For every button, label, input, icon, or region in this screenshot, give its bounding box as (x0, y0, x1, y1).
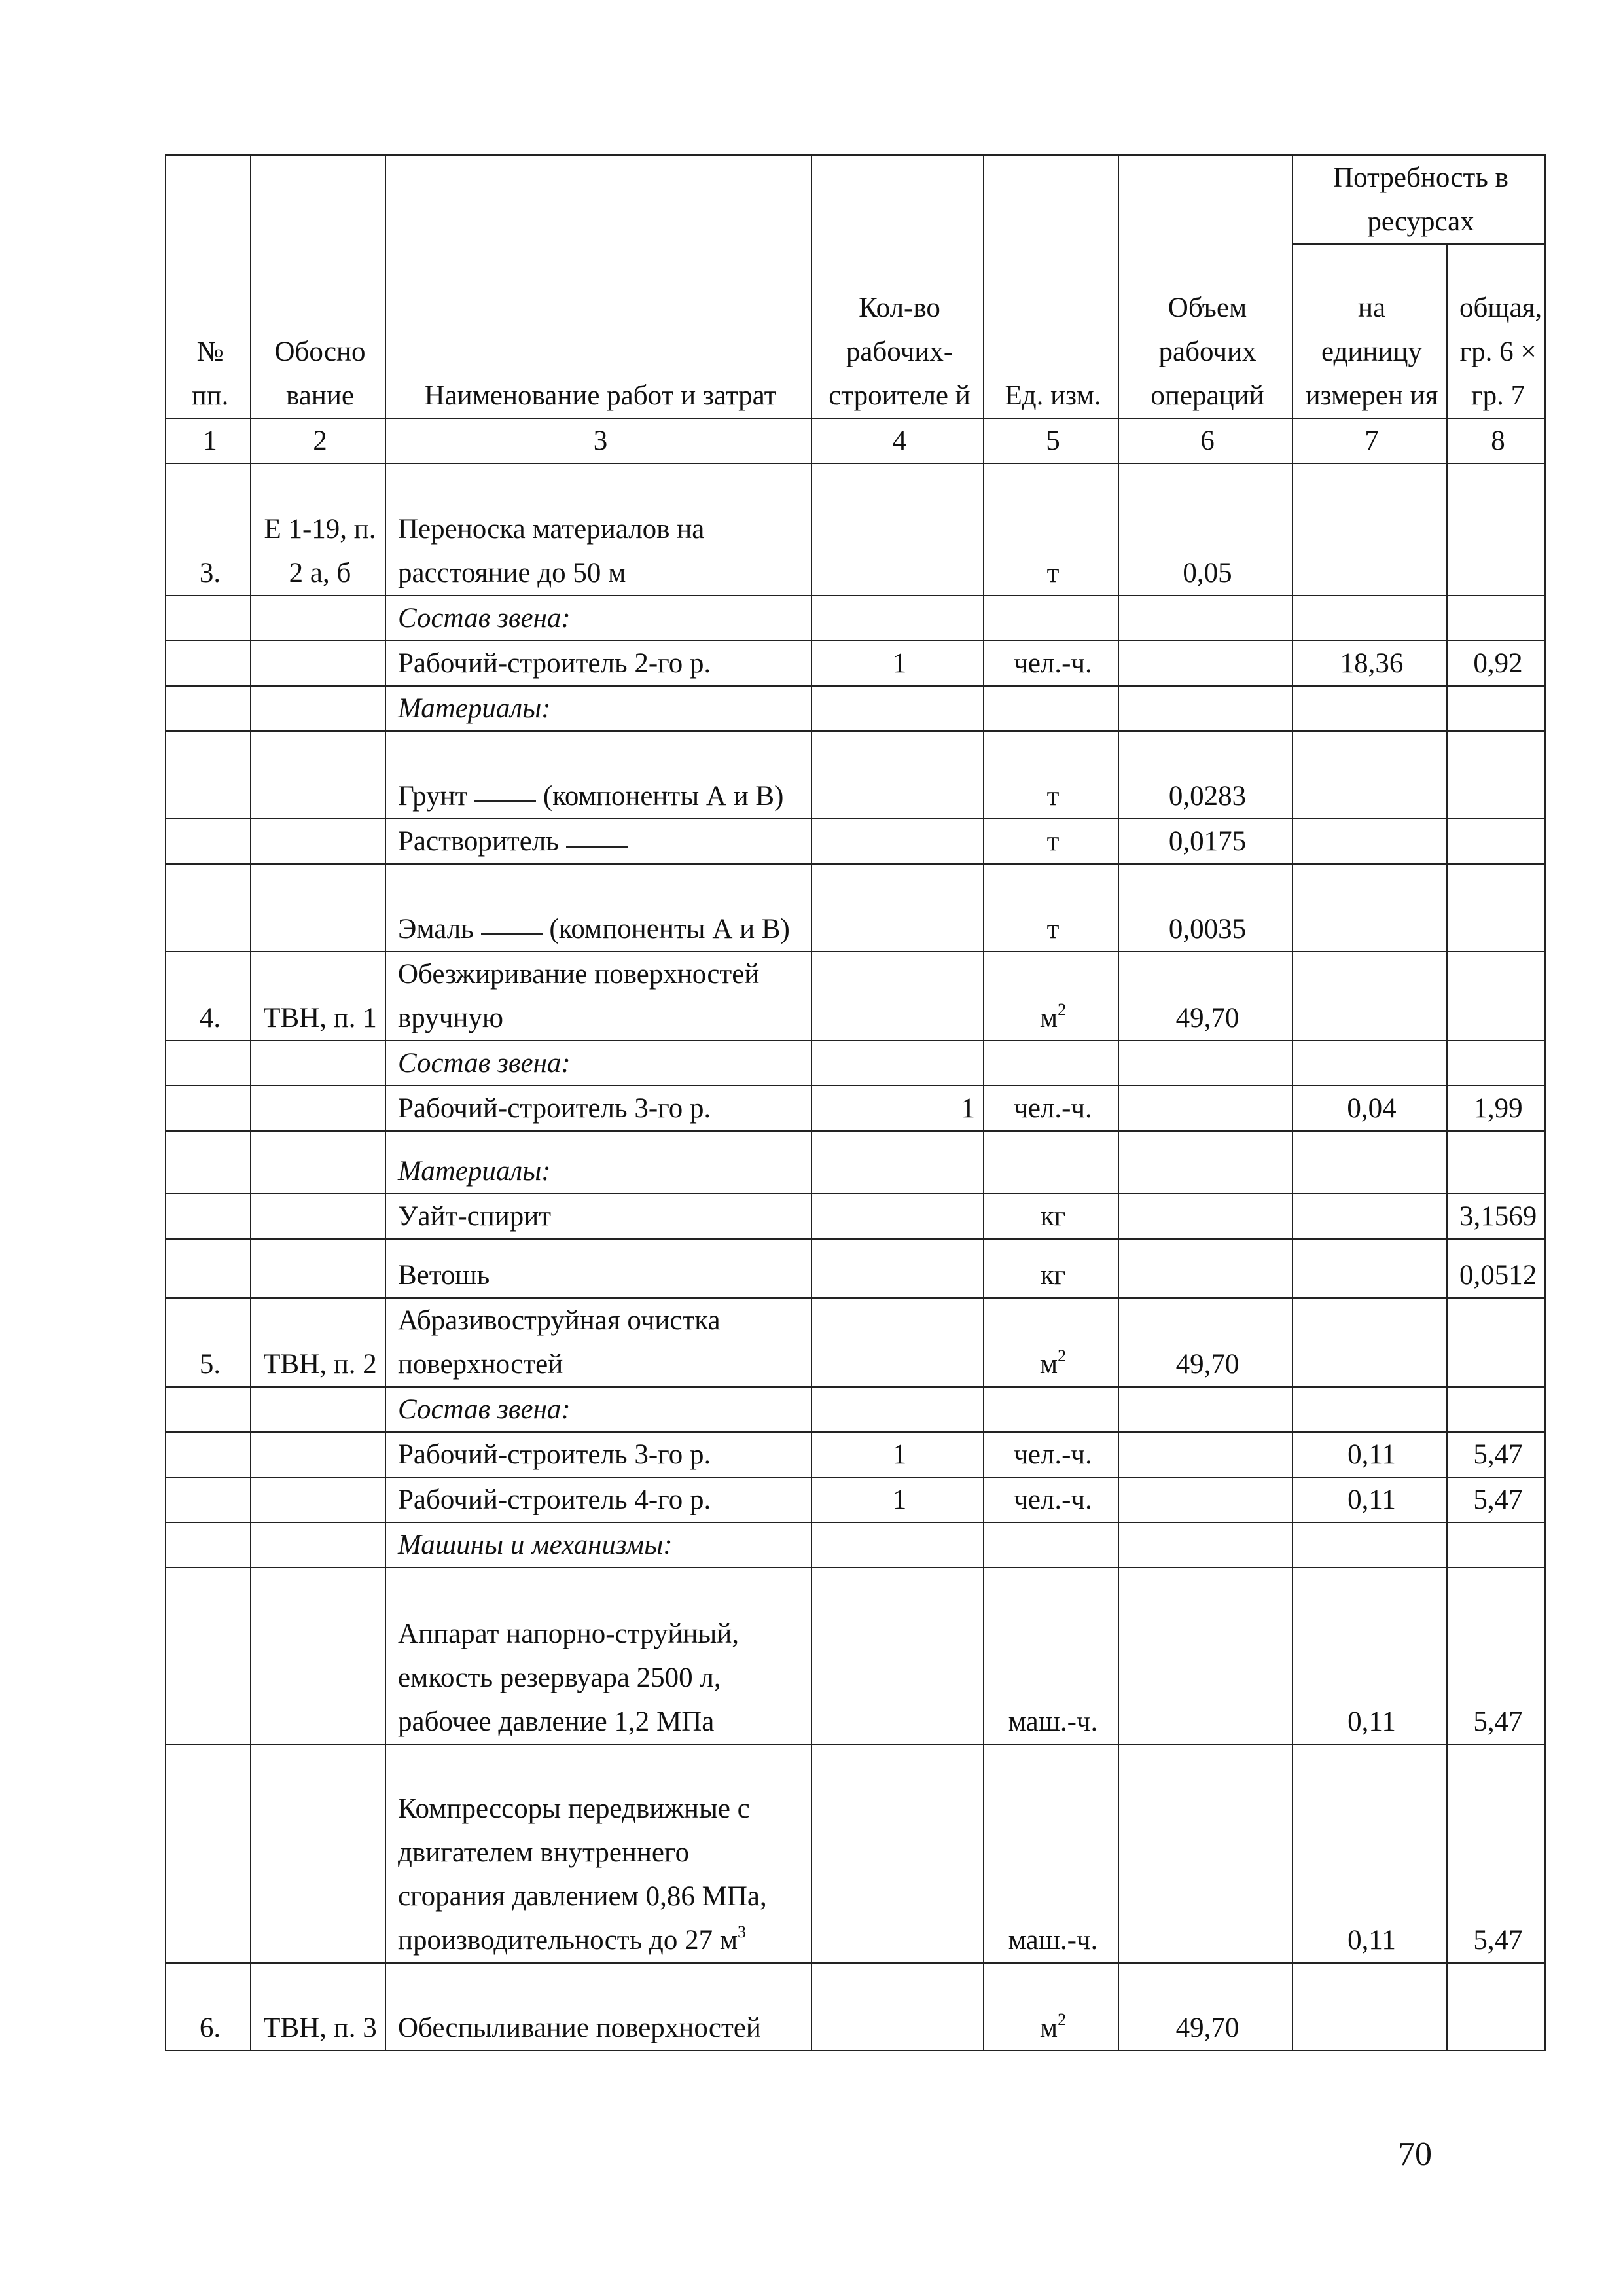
col-number: 1 (166, 418, 251, 463)
per-unit-value: 0,11 (1293, 1568, 1447, 1744)
worker-name: Рабочий-строитель 2-го р. (385, 641, 812, 686)
row-basis: ТВН, п. 3 (251, 1963, 385, 2051)
material-unit: т (984, 731, 1118, 819)
per-unit-value: 0,11 (1293, 1432, 1447, 1477)
row-unit: $м^2$ (984, 1963, 1118, 2051)
material-name: Растворитель (385, 819, 812, 864)
col-number: 8 (1447, 418, 1545, 463)
row-basis: ТВН, п. 2 (251, 1298, 385, 1387)
worker-qty: 1 (812, 641, 984, 686)
table-row (166, 1568, 1545, 1744)
material-name: Грунт (компоненты А и В) (385, 731, 812, 819)
row-name: Переноска материалов на расстояние до 50 м (385, 463, 812, 596)
page-number: 70 (1398, 2136, 1432, 2173)
table-row (166, 1194, 1545, 1239)
material-volume: 0,0175 (1118, 819, 1293, 864)
header-per-unit: на единицу измерен ия (1293, 244, 1447, 418)
worker-unit: чел.-ч. (984, 1086, 1118, 1131)
worker-unit: чел.-ч. (984, 641, 1118, 686)
worker-qty: 1 (812, 1086, 984, 1131)
material-name: Эмаль (компоненты А и В) (385, 864, 812, 952)
table-row (166, 1744, 1545, 1963)
header-number: № пп. (166, 155, 251, 418)
row-name: Обеспыливание поверхностей (385, 1963, 812, 2051)
machines-heading: Машины и механизмы: (385, 1522, 812, 1568)
header-basis: Обосно вание (251, 155, 385, 418)
machine-name: Компрессоры передвижные с двигателем внутреннего сгорания давлением 0,86 МПа, производительность до 27 $м^3$ (385, 1744, 812, 1963)
per-unit-value: 18,36 (1293, 641, 1447, 686)
col-number: 2 (251, 418, 385, 463)
worker-name: Рабочий-строитель 3-го р. (385, 1086, 812, 1131)
blank-line (566, 846, 628, 848)
col-number: 3 (385, 418, 812, 463)
row-unit: т (984, 463, 1118, 596)
total-value: 5,47 (1447, 1568, 1545, 1744)
col-number: 4 (812, 418, 984, 463)
material-unit: кг (984, 1239, 1118, 1298)
table-row (166, 1963, 1545, 2051)
per-unit-value: 0,11 (1293, 1477, 1447, 1522)
machine-unit: маш.-ч. (984, 1744, 1118, 1963)
col-number: 5 (984, 418, 1118, 463)
table-row (166, 1239, 1545, 1298)
table-row (166, 641, 1545, 686)
material-name: Ветошь (385, 1239, 812, 1298)
total-value: 1,99 (1447, 1086, 1545, 1131)
material-unit: кг (984, 1194, 1118, 1239)
table-row (166, 1432, 1545, 1477)
table-row (166, 1298, 1545, 1387)
worker-qty: 1 (812, 1432, 984, 1477)
material-unit: т (984, 819, 1118, 864)
table-row (166, 463, 1545, 596)
machine-unit: маш.-ч. (984, 1568, 1118, 1744)
material-unit: т (984, 864, 1118, 952)
table-row (166, 731, 1545, 819)
table-row (166, 1086, 1545, 1131)
per-unit-value: 0,04 (1293, 1086, 1447, 1131)
blank-line (481, 933, 543, 935)
row-volume: 0,05 (1118, 463, 1293, 596)
row-unit: $м^2$ (984, 952, 1118, 1041)
total-value: 0,0512 (1447, 1239, 1545, 1298)
resource-table (165, 154, 1546, 2051)
row-name: Обезжиривание поверхностей вручную (385, 952, 812, 1041)
total-value: 0,92 (1447, 641, 1545, 686)
crew-heading: Состав звена: (385, 1041, 812, 1086)
worker-qty: 1 (812, 1477, 984, 1522)
machine-name: Аппарат напорно-струйный, емкость резервуара 2500 л, рабочее давление 1,2 МПа (385, 1568, 812, 1744)
col-number: 6 (1118, 418, 1293, 463)
total-value: 5,47 (1447, 1432, 1545, 1477)
row-unit: $м^2$ (984, 1298, 1118, 1387)
header-total: общая, гр. 6 × гр. 7 (1447, 244, 1545, 418)
worker-name: Рабочий-строитель 3-го р. (385, 1432, 812, 1477)
row-number: 6. (166, 1963, 251, 2051)
blank-line (474, 800, 536, 802)
crew-heading: Состав звена: (385, 1387, 812, 1432)
row-number: 3. (166, 463, 251, 596)
total-value: 5,47 (1447, 1477, 1545, 1522)
material-name: Уайт-спирит (385, 1194, 812, 1239)
per-unit-value: 0,11 (1293, 1744, 1447, 1963)
row-volume: 49,70 (1118, 952, 1293, 1041)
row-basis: Е 1-19, п. 2 а, б (251, 463, 385, 596)
table-row (166, 864, 1545, 952)
row-basis: ТВН, п. 1 (251, 952, 385, 1041)
total-value: 3,1569 (1447, 1194, 1545, 1239)
table-row (166, 1477, 1545, 1522)
row-number: 5. (166, 1298, 251, 1387)
row-volume: 49,70 (1118, 1963, 1293, 2051)
table-row (166, 819, 1545, 864)
worker-unit: чел.-ч. (984, 1432, 1118, 1477)
material-volume: 0,0283 (1118, 731, 1293, 819)
table-row (166, 952, 1545, 1041)
worker-unit: чел.-ч. (984, 1477, 1118, 1522)
header-name: Наименование работ и затрат (385, 155, 812, 418)
materials-heading: Материалы: (385, 1131, 812, 1194)
header-demand: Потребность в ресурсах (1293, 155, 1545, 244)
header-volume: Объем рабочих операций (1118, 155, 1293, 418)
material-volume: 0,0035 (1118, 864, 1293, 952)
row-volume: 49,70 (1118, 1298, 1293, 1387)
worker-name: Рабочий-строитель 4-го р. (385, 1477, 812, 1522)
header-workers: Кол-во рабочих-строителе й (812, 155, 984, 418)
header-unit: Ед. изм. (984, 155, 1118, 418)
col-number: 7 (1293, 418, 1447, 463)
crew-heading: Состав звена: (385, 596, 812, 641)
row-name: Абразивоструйная очистка поверхностей (385, 1298, 812, 1387)
materials-heading: Материалы: (385, 686, 812, 731)
row-number: 4. (166, 952, 251, 1041)
total-value: 5,47 (1447, 1744, 1545, 1963)
